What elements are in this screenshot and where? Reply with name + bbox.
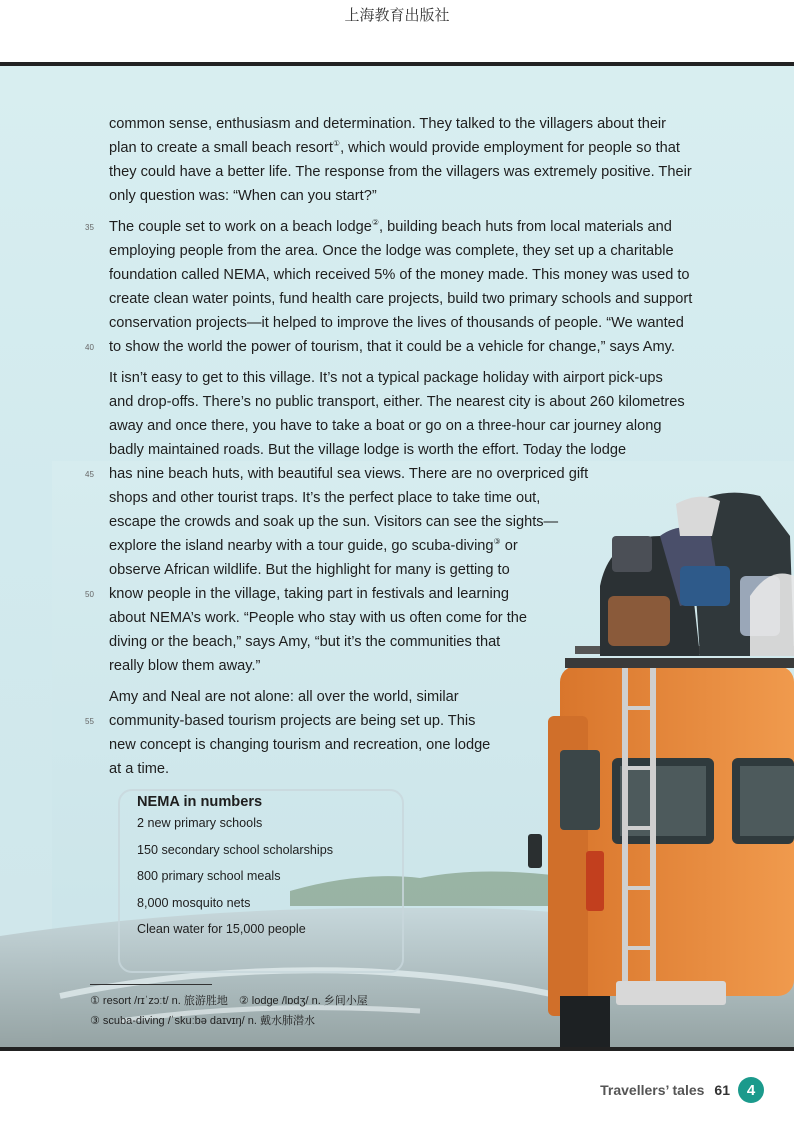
text-line: and drop-offs. There’s no public transport, either. The nearest city is about 260 kilometres bbox=[109, 394, 685, 410]
footnotes bbox=[90, 991, 368, 1031]
line-text: know people in the village, taking part in festivals and learning bbox=[109, 586, 509, 602]
article-text bbox=[85, 112, 709, 788]
line-number: 55 bbox=[85, 717, 94, 726]
nema-item: 8,000 mosquito nets bbox=[137, 895, 251, 910]
paragraph-4 bbox=[85, 685, 709, 781]
line-text: The couple set to work on a beach lodge bbox=[109, 219, 372, 235]
footnote-marker: ③ bbox=[493, 537, 501, 547]
text-line bbox=[85, 582, 709, 606]
text-line: at a time. bbox=[109, 761, 170, 777]
text-line bbox=[85, 215, 709, 239]
text-line: common sense, enthusiasm and determination. They talked to the villagers about their bbox=[109, 116, 667, 132]
text-line: really blow them away.” bbox=[109, 658, 261, 674]
line-text: , which would provide employment for people so that bbox=[340, 140, 680, 156]
line-text: has nine beach huts, with beautiful sea views. There are no overpriced gift bbox=[109, 466, 589, 482]
line-number: 35 bbox=[85, 223, 94, 232]
line-text: or bbox=[500, 538, 518, 554]
nema-item: 800 primary school meals bbox=[137, 869, 281, 883]
text-line bbox=[85, 709, 709, 733]
footnote-line: ① resort /rɪˈzɔːt/ n. 旅游胜地 ② lodge /lɒdʒ/ n. 乡间小屋 bbox=[90, 995, 368, 1007]
footnote-marker: ① bbox=[332, 139, 341, 149]
text-line: conservation projects—it helped to improve the lives of thousands of people. “We wanted bbox=[109, 315, 684, 331]
line-number: 50 bbox=[85, 590, 94, 599]
text-line: only question was: “When can you start?” bbox=[109, 188, 377, 204]
text-line: they could have a better life. The response from the villagers was extremely positive. Their bbox=[109, 164, 692, 180]
footnote-line: ③ scuba-diving /ˈskuːbə daɪvɪŋ/ n. 戴水肺潜水 bbox=[90, 1015, 315, 1027]
text-line: about NEMA’s work. “People who stay with us often come for the bbox=[109, 610, 528, 626]
paragraph-3 bbox=[85, 366, 709, 678]
line-number: 45 bbox=[85, 470, 94, 479]
line-number: 40 bbox=[85, 343, 94, 352]
unit-title: Travellers’ tales bbox=[600, 1082, 705, 1098]
text-line: create clean water points, fund health care projects, build two primary schools and support bbox=[109, 291, 693, 307]
unit-number-badge: 4 bbox=[738, 1077, 764, 1103]
paragraph-2 bbox=[85, 215, 709, 359]
nema-title: NEMA in numbers bbox=[137, 794, 263, 810]
text-line: observe African wildlife. But the highlight for many is getting to bbox=[109, 562, 510, 578]
nema-in-numbers-box bbox=[137, 794, 333, 949]
line-text: to show the world the power of tourism, that it could be a vehicle for change,” says Amy. bbox=[109, 339, 675, 355]
footnote-rule bbox=[90, 984, 212, 985]
page-number: 61 bbox=[714, 1082, 730, 1098]
text-line: employing people from the area. Once the lodge was complete, they set up a charitable bbox=[109, 243, 674, 259]
text-line: shops and other tourist traps. It’s the perfect place to take time out, bbox=[109, 490, 541, 506]
text-line: away and once there, you have to take a boat or go on a three-hour car journey along bbox=[109, 418, 662, 434]
text-line: new concept is changing tourism and recreation, one lodge bbox=[109, 737, 491, 753]
text-line bbox=[85, 462, 709, 486]
page-footer bbox=[600, 1076, 764, 1104]
line-text: , building beach huts from local materials and bbox=[379, 219, 672, 235]
paragraph-1 bbox=[109, 112, 709, 208]
publisher-header: 上海教育出版社 bbox=[344, 6, 450, 24]
text-line bbox=[85, 335, 709, 359]
content-panel bbox=[0, 66, 794, 1047]
text-line bbox=[109, 534, 709, 558]
text-line: Amy and Neal are not alone: all over the world, similar bbox=[109, 689, 459, 705]
line-text: plan to create a small beach resort bbox=[109, 140, 333, 156]
text-line: foundation called NEMA, which received 5% of the money made. This money was used to bbox=[109, 267, 690, 283]
nema-item: 150 secondary school scholarships bbox=[137, 842, 334, 857]
text-line: diving or the beach,” says Amy, “but it’s the communities that bbox=[109, 634, 501, 650]
nema-item: Clean water for 15,000 people bbox=[137, 922, 306, 936]
text-line: escape the crowds and soak up the sun. Visitors can see the sights— bbox=[109, 514, 559, 530]
text-line: It isn’t easy to get to this village. It’s not a typical package holiday with airport pick-ups bbox=[109, 370, 663, 386]
line-text: explore the island nearby with a tour guide, go scuba-diving bbox=[109, 538, 494, 554]
line-text: community-based tourism projects are being set up. This bbox=[109, 713, 476, 729]
footnote-marker: ② bbox=[371, 218, 380, 228]
bottom-rule bbox=[0, 1047, 794, 1051]
nema-item: 2 new primary schools bbox=[137, 816, 263, 830]
text-line bbox=[109, 136, 709, 160]
text-line: badly maintained roads. But the village lodge is worth the effort. Today the lodge bbox=[109, 442, 627, 458]
